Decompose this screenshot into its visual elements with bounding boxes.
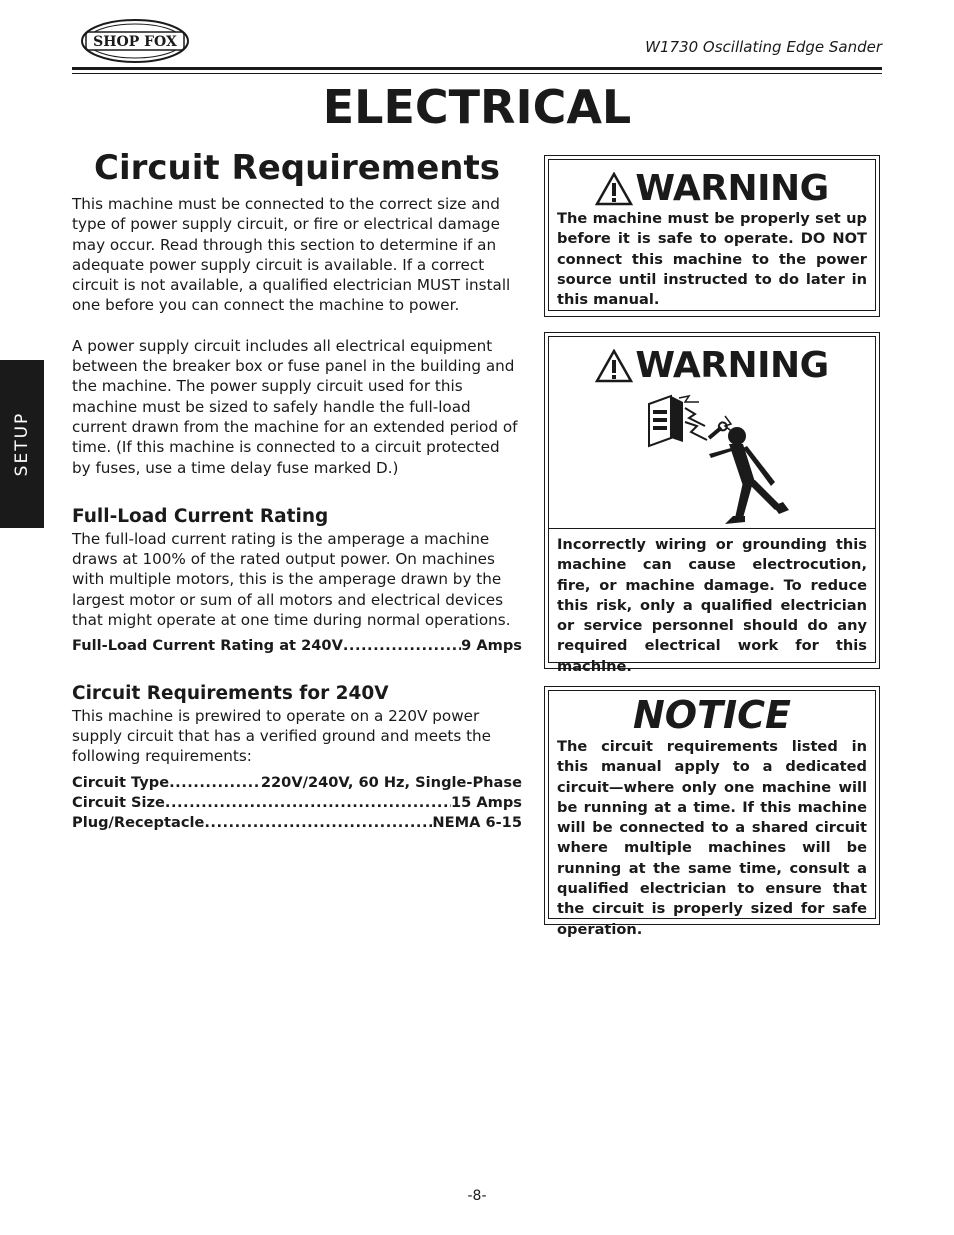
- side-tab-label: SETUP: [12, 411, 32, 477]
- spec-label: Circuit Size: [72, 793, 165, 811]
- header-rule-thin: [72, 73, 882, 74]
- full-load-heading: Full-Load Current Rating: [72, 505, 329, 527]
- shop-fox-logo: [80, 18, 190, 64]
- header-rule: [72, 67, 882, 70]
- full-load-spec: [72, 636, 522, 656]
- full-load-text: The full-load current rating is the amperage a machine draws at 100% of the rated output power. On machines with multiple motors, this is the amperage drawn by the largest motor or sum of all motors and electrical devices that might operate at one time during normal operations.: [72, 529, 511, 630]
- section-title: Circuit Requirements: [94, 148, 500, 188]
- spec-value: 9 Amps: [461, 637, 522, 655]
- illustration-divider: [549, 528, 875, 529]
- notice-box: [544, 686, 880, 938]
- spec-circuit-type: [72, 773, 522, 793]
- notice-text: The circuit requirements listed in this manual apply to a dedicated circuit—where only one machine will be running at a time. If this machine will be connected to a shared circuit where multiple machines will be running at the same time, consult a qualified electrician to ensure that the circuit is properly sized for safe operation.: [557, 738, 867, 938]
- notice-title: NOTICE: [632, 693, 791, 737]
- spec-value: 15 Amps: [450, 793, 522, 811]
- warning-box-setup: [544, 155, 880, 317]
- logo-text: SHOP FOX: [93, 34, 177, 50]
- page-heading: ELECTRICAL: [322, 80, 632, 134]
- warning-box-electrical: [544, 332, 880, 675]
- circuit-240-heading: Circuit Requirements for 240V: [72, 682, 389, 704]
- spec-plug-receptacle: [72, 813, 522, 833]
- spec-value: NEMA 6-15: [432, 814, 522, 832]
- document-title: W1730 Oscillating Edge Sander: [645, 38, 882, 56]
- dot-leader: [204, 813, 432, 833]
- warning-word: WARNING: [635, 345, 829, 386]
- circuit-240-text: This machine is prewired to operate on a 220V power supply circuit that has a verified ground and meets the following requirements:: [72, 706, 492, 766]
- warning-word: WARNING: [635, 168, 829, 209]
- spec-value: 220V/240V, 60 Hz, Single-Phase: [260, 773, 522, 791]
- page-number: -8-: [467, 1188, 487, 1204]
- warning-triangle-icon: [595, 349, 633, 383]
- dot-leader: [165, 793, 451, 813]
- intro-paragraph: This machine must be connected to the correct size and type of power supply circuit, or fire or electrical damage may occur. Read through this section to determine if an adequate power supply circuit is available. If a correct circuit is not available, a qualified electrician MUST install one before you can connect the machine to power.: [72, 195, 511, 315]
- warning-triangle-icon: [595, 172, 633, 206]
- electrocution-illustration: [549, 386, 877, 528]
- circuit-paragraph: A power supply circuit includes all electrical equipment between the breaker box or fuse panel in the building and the machine. The power supply circuit used for this machine must be sized to safely handle the full-load current drawn from the machine for an extended period of time. (If this machine is connected to a circuit protected by fuses, use a time delay fuse marked D.): [72, 336, 518, 477]
- spec-label: Full-Load Current Rating at 240V: [72, 637, 343, 655]
- warning-title: [549, 345, 875, 386]
- dot-leader: [343, 636, 461, 656]
- warning-text: Incorrectly wiring or grounding this machine can cause electrocution, fire, or machine damage. To reduce this risk, only a qualified electrician or service personnel should do any required electrical work for this machine.: [557, 536, 867, 675]
- left-column: [72, 148, 522, 833]
- warning-title: [549, 168, 875, 209]
- spec-label: Circuit Type: [72, 773, 170, 791]
- spec-circuit-size: [72, 793, 522, 813]
- spec-label: Plug/Receptacle: [72, 814, 205, 832]
- dot-leader: [169, 773, 261, 793]
- warning-text: The machine must be properly set up before it is safe to operate. DO NOT connect this machine to the power source until instructed to do later in this manual.: [557, 210, 867, 309]
